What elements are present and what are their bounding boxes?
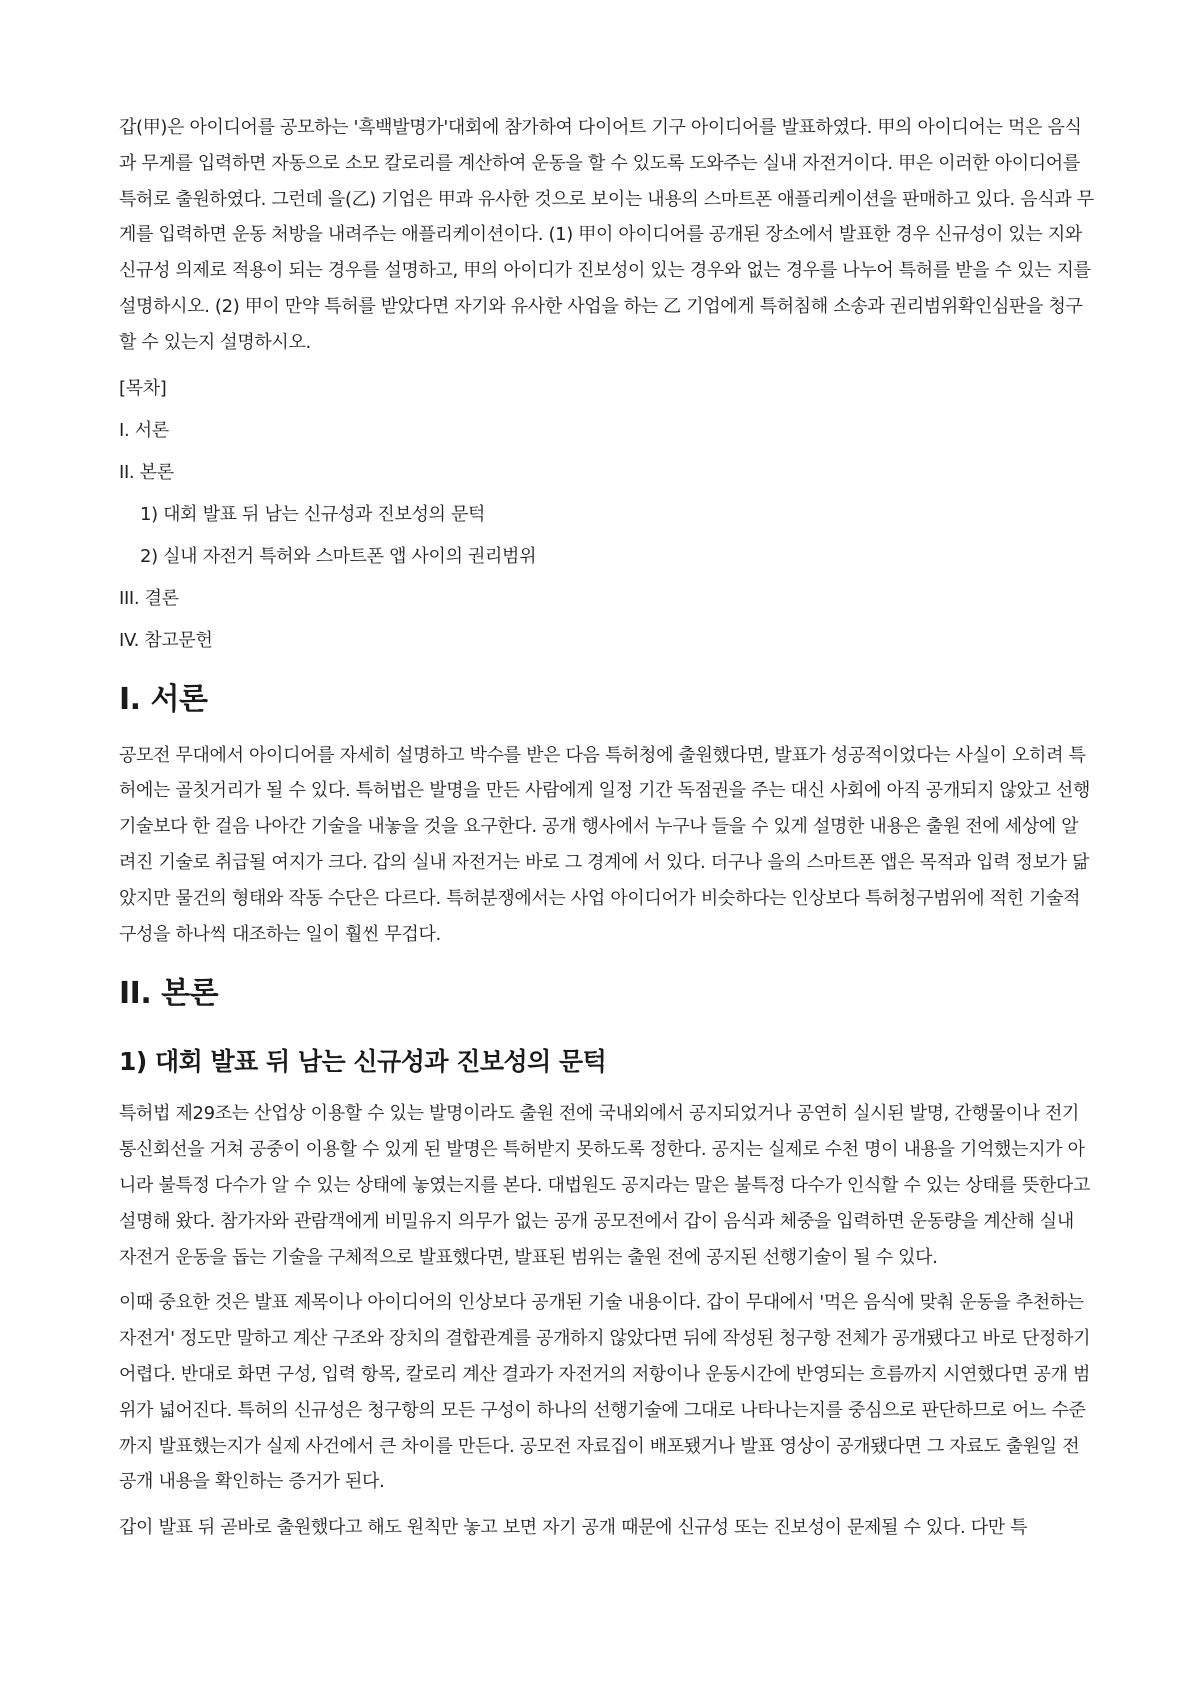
intro-paragraph: 공모전 무대에서 아이디어를 자세히 설명하고 박수를 받은 다음 특허청에 출원했다면, 발표가 성공적이었다는 사실이 오히려 특허에는 골칫거리가 될 수 있다. 특허법은 발명을 만든 사람에게 일정 기간 독점권을 주는 대신 사회에 아직 공개되지 않았고 선행기술보다 한 걸음 나아간 기술을 내놓을 것을 요구한다. 공개 행사에서 누구나 들을 수 있게 설명한 내용은 출원 전에 세상에 알려진 기술로 취급될 여지가 크다. 갑의 실내 자전거는 바로 그 경계에 서 있다. 더구나 을의 스마트폰 앱은 목적과 입력 정보가 닮았지만 물건의 형태와 작동 수단은 다르다. 특허분쟁에서는 사업 아이디어가 비슷하다는 인상보다 특허청구범위에 적힌 기술적 구성을 하나씩 대조하는 일이 훨씬 무겁다. — [119, 744, 1090, 945]
body-paragraph: 갑이 발표 뒤 곧바로 출원했다고 해도 원칙만 놓고 보면 자기 공개 때문에 신규성 또는 진보성이 문제될 수 있다. 다만 특 — [119, 1517, 1028, 1539]
toc-label: [목차] — [119, 377, 167, 399]
toc-subitem: 1) 대회 발표 뒤 남는 신규성과 진보성의 문턱 — [140, 503, 486, 525]
toc-item: II. 본론 — [119, 461, 174, 483]
section-heading-intro: I. 서론 — [119, 681, 208, 717]
question-text: 갑(甲)은 아이디어를 공모하는 '흑백발명가'대회에 참가하여 다이어트 기구 아이디어를 발표하였다. 甲의 아이디어는 먹은 음식과 무게를 입력하면 자동으로 소모 칼로리를 계산하여 운동을 할 수 있도록 도와주는 실내 자전거이다. 甲은 이러한 아이디어를 특허로 출원하였다. 그런데 을(乙) 기업은 甲과 유사한 것으로 보이는 내용의 스마트폰 애플리케이션을 판매하고 있다. 음식과 무게를 입력하면 운동 처방을 내려주는 애플리케이션이다. (1) 甲이 아이디어를 공개된 장소에서 발표한 경우 신규성이 있는 지와 신규성 의제로 적용이 되는 경우를 설명하고, 甲의 아이디가 진보성이 있는 경우와 없는 경우를 나누어 특허를 받을 수 있는 지를 설명하시오. (2) 甲이 만약 특허를 받았다면 자기와 유사한 사업을 하는 乙 기업에게 특허침해 소송과 권리범위확인심판을 청구할 수 있는지 설명하시오. — [119, 117, 1094, 353]
toc-item: I. 서론 — [119, 419, 169, 441]
table-of-contents — [119, 371, 1094, 658]
toc-subitem: 2) 실내 자전거 특허와 스마트폰 앱 사이의 권리범위 — [140, 545, 537, 567]
body-paragraph: 특허법 제29조는 산업상 이용할 수 있는 발명이라도 출원 전에 국내외에서 공지되었거나 공연히 실시된 발명, 간행물이나 전기통신회선을 거쳐 공중이 이용할 수 있게 된 발명은 특허받지 못하도록 정한다. 공지는 실제로 수천 명이 내용을 기억했는지가 아니라 불특정 다수가 알 수 있는 상태에 놓였는지를 본다. 대법원도 공지라는 말은 불특정 다수가 인식할 수 있는 상태를 뜻한다고 설명해 왔다. 참가자와 관람객에게 비밀유지 의무가 없는 공개 공모전에서 갑이 음식과 체중을 입력하면 운동량을 계산해 실내 자전거 운동을 돕는 기술을 구체적으로 발표했다면, 발표된 범위는 출원 전에 공지된 선행기술이 될 수 있다. — [119, 1103, 1090, 1268]
section-heading-body: II. 본론 — [119, 976, 219, 1012]
subsection-heading-1: 1) 대회 발표 뒤 남는 신규성과 진보성의 문턱 — [119, 1047, 607, 1077]
body-paragraph: 이때 중요한 것은 발표 제목이나 아이디어의 인상보다 공개된 기술 내용이다. 갑이 무대에서 '먹은 음식에 맞춰 운동을 추천하는 자전거' 정도만 말하고 계산 구조와 장치의 결합관계를 공개하지 않았다면 뒤에 작성된 청구항 전체가 공개됐다고 바로 단정하기 어렵다. 반대로 화면 구성, 입력 항목, 칼로리 계산 결과가 자전거의 저항이나 운동시간에 반영되는 흐름까지 시연했다면 공개 범위가 넓어진다. 특허의 신규성은 청구항의 모든 구성이 하나의 선행기술에 그대로 나타나는지를 중심으로 판단하므로 어느 수준까지 발표했는지가 실제 사건에서 큰 차이를 만든다. 공모전 자료집이 배포됐거나 발표 영상이 공개됐다면 그 자료도 출원일 전 공개 내용을 확인하는 증거가 된다. — [119, 1292, 1091, 1493]
toc-item: IV. 참고문헌 — [119, 629, 213, 651]
toc-item: III. 결론 — [119, 587, 179, 609]
